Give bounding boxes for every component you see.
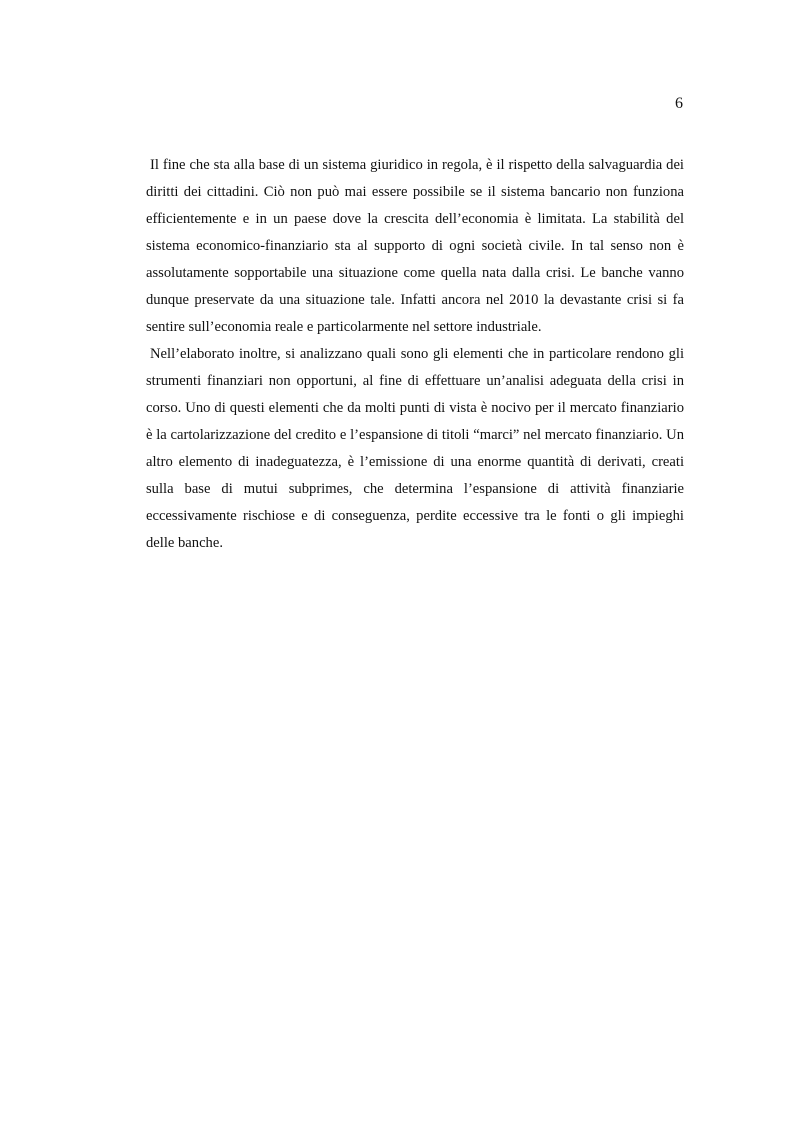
paragraph-2: Nell’elaborato inoltre, si analizzano quali sono gli elementi che in particolare rendono gli strumenti finanziari non opportuni, al fine di effettuare un’analisi adeguata della crisi in corso. Uno di questi elementi che da molti punti di vista è nocivo per il mercato finanziario è la cartolarizzazione del credito e l’espansione di titoli “marci” nel mercato finanziario. Un altro elemento di inadeguatezza, è l’emissione di una enorme quantità di derivati, creati sulla base di mutui subprimes, che determina l’espansione di attività finanziarie eccessivamente rischiose e di conseguenza, perdite eccessive tra le fonti o gli impieghi delle banche. — [146, 346, 684, 551]
page-number: 6 — [675, 95, 683, 112]
body-text — [146, 152, 684, 557]
paragraph-1: Il fine che sta alla base di un sistema giuridico in regola, è il rispetto della salvaguardia dei diritti dei cittadini. Ciò non può mai essere possibile se il sistema bancario non funziona efficientemente e in un paese dove la crescita dell’economia è limitata. La stabilità del sistema economico-finanziario sta al supporto di ogni società civile. In tal senso non è assolutamente sopportabile una situazione come quella nata dalla crisi. Le banche vanno dunque preservate da una situazione tale. Infatti ancora nel 2010 la devastante crisi si fa sentire sull’economia reale e particolarmente nel settore industriale. — [146, 157, 684, 335]
